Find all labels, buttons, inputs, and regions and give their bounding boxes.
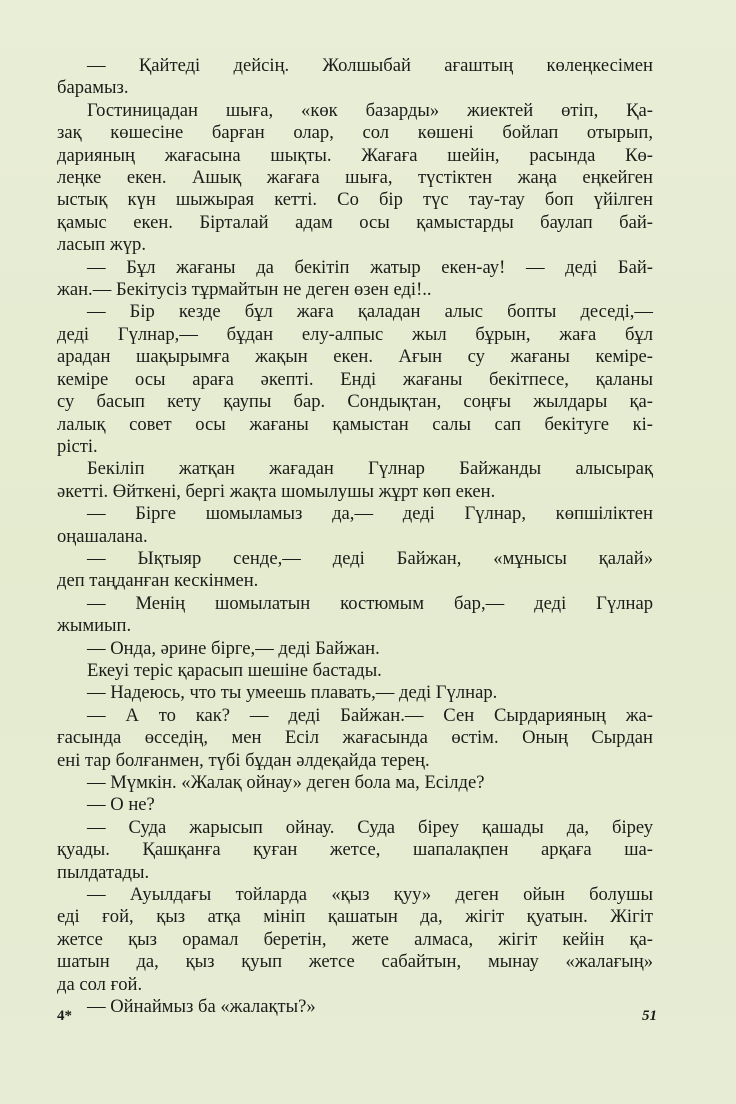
text-line: арадан шақырымға жақын екен. Ағын су жағаны кеміре- [57,346,653,368]
text-line: — А то как? — деді Байжан.— Сен Сырдарияның жа- [87,704,653,726]
text-line: Екеуі теріс қарасып шешіне бастады. [87,659,382,681]
text-line: — Онда, әрине бірге,— деді Байжан. [87,637,380,659]
signature-mark: 4* [57,1008,72,1024]
text-line: оңашалана. [57,525,148,547]
text-line: жан.— Бекітусіз тұрмайтын не деген өзен еді!.. [57,279,432,301]
text-line: деді Гүлнар,— бұдан елу-алпыс жыл бұрын, жаға бұл [57,323,653,345]
text-line: — Суда жарысып ойнау. Суда біреу қашады да, біреу [87,816,653,838]
text-line: лалық совет осы жағаны қамыстан салы сап бекітуге кі- [57,413,653,435]
text-line: леңке екен. Ашық жағаға шыға, түстіктен жаңа еңкейген [57,167,653,189]
text-line: дарияның жағасына шықты. Жағаға шейін, расында Кө- [57,144,653,166]
text-line: жымиып. [57,615,132,637]
text-line: ғасында өсседің, мен Есіл жағасында өстім. Оның Сырдан [57,727,653,749]
text-line: рісті. [57,435,98,457]
text-line: қуады. Қашқанға қуған жетсе, шапалақпен арқаға ша- [57,839,653,861]
text-line: әкетті. Өйткені, бергі жақта шомылушы жұрт көп екен. [57,480,496,502]
text-line: — Ықтыяр сенде,— деді Байжан, «мұнысы қалай» [87,547,653,569]
text-line: — Надеюсь, что ты умеешь плавать,— деді Гүлнар. [87,682,498,704]
text-line: Гостиницадан шыға, «көк базарды» жиектей өтіп, Қа- [87,99,653,121]
page-number: 51 [642,1008,657,1024]
text-line: ені тар болғанмен, түбі бұдан әлдеқайда терең. [57,749,430,771]
text-line: деп таңданған кескінмен. [57,570,259,592]
text-line: пылдатады. [57,861,150,883]
text-line: — Бірге шомыламыз да,— деді Гүлнар, көпшіліктен [87,503,653,525]
text-line: Бекіліп жатқан жағадан Гүлнар Байжанды алысырақ [87,458,653,480]
text-line: барамыз. [57,77,129,99]
text-line: ласып жүр. [57,234,146,256]
text-line: ыстық күн шыжырая кетті. Со бір түс тау-тау боп үйілген [57,189,653,211]
text-line: зақ көшесіне барған олар, сол көшені бойлап отырып, [57,122,653,144]
text-line: — Мүмкін. «Жалақ ойнау» деген бола ма, Есілде? [87,772,485,793]
text-line: шатын да, қыз қуып жетсе сабайтын, мынау «жалағың» [57,951,653,973]
text-line: кеміре осы араға әкепті. Енді жағаны бекітпесе, қаланы [57,368,653,390]
text-line: — Бұл жағаны да бекітіп жатыр екен-ау! — деді Бай- [87,256,653,278]
text-line: су басып кету қаупы бар. Сондықтан, соңғы жылдары қа- [57,391,653,413]
page-body-text [57,55,653,1018]
text-line: — Менің шомылатын костюмым бар,— деді Гүлнар [87,592,653,614]
text-line: қамыс екен. Бірталай адам осы қамыстарды баулап бай- [57,211,653,233]
text-line: еді ғой, қыз атқа мініп қашатын да, жігіт қуатын. Жігіт [57,906,653,928]
text-line: жетсе қыз орамал беретін, жете алмаса, жігіт кейін қа- [57,928,653,950]
text-line: да сол ғой. [57,973,143,995]
text-line: — О не? [87,794,155,816]
text-line: — Ауылдағы тойларда «қыз қуу» деген ойын болушы [87,884,653,906]
text-line: — Ойнаймыз ба «жалақты?» [87,996,316,1018]
text-line: — Бір кезде бұл жаға қаладан алыс бопты деседі,— [87,301,653,323]
text-line: — Қайтеді дейсің. Жолшыбай ағаштың көлеңкесімен [87,55,653,76]
